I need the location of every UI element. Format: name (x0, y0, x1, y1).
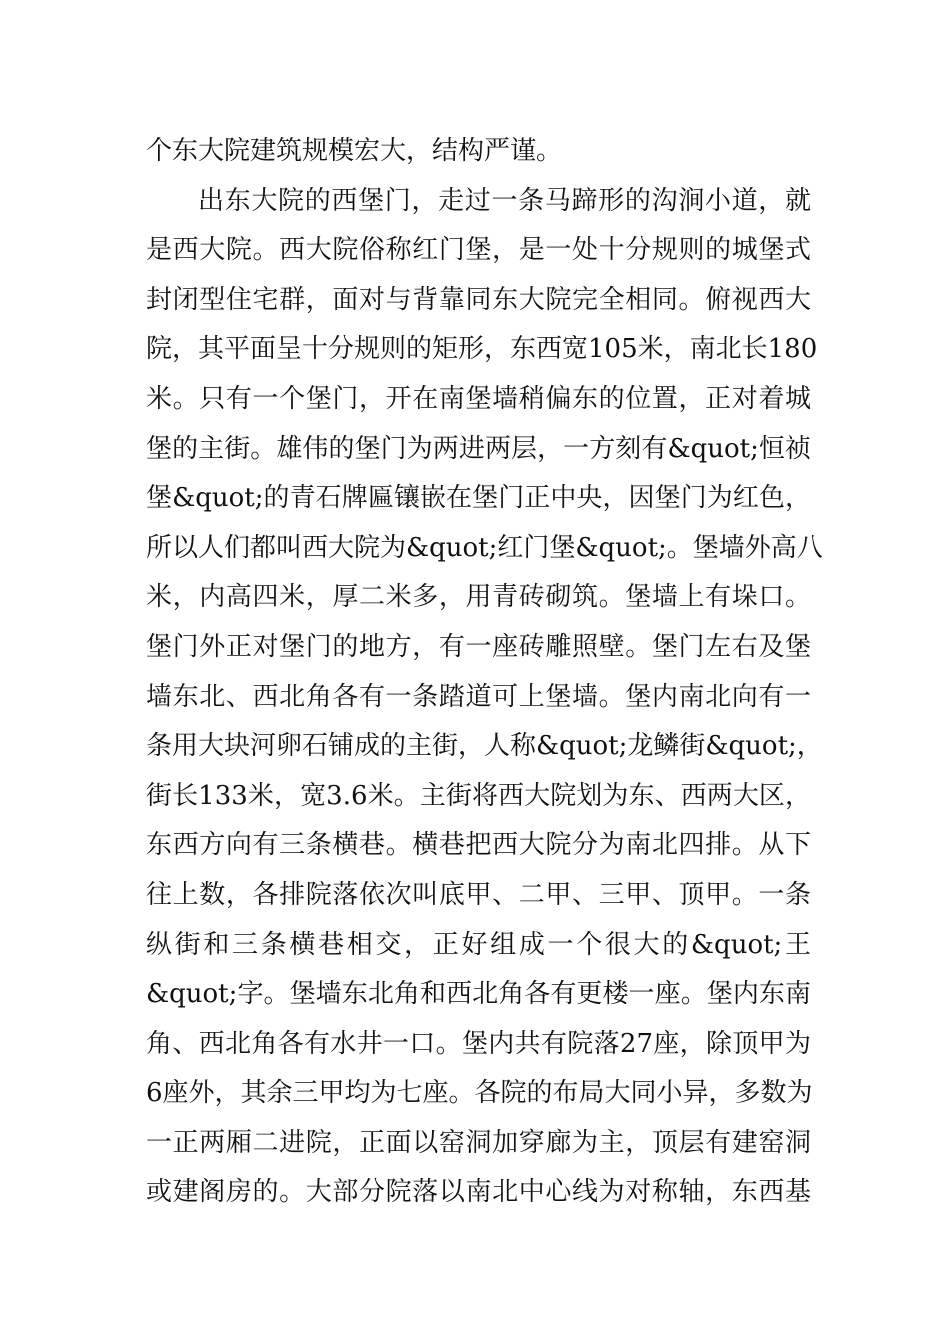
text-line: 出东大院的西堡门，走过一条马蹄形的沟涧小道，就 (198, 185, 811, 216)
text-line: &quot;字。堡墙东北角和西北角各有更楼一座。堡内东南 (146, 979, 811, 1010)
text-line: 条用大块河卵石铺成的主街，人称&quot;龙鳞街&quot;， (146, 731, 823, 762)
text-line: 角、西北角各有水井一口。堡内共有院落27座，除顶甲为 (146, 1028, 811, 1059)
text-line: 一正两厢二进院，正面以窑洞加穿廊为主，顶层有建窑洞 (146, 1127, 811, 1158)
text-line: 米。只有一个堡门，开在南堡墙稍偏东的位置，正对着城 (146, 383, 811, 414)
text-line: 封闭型住宅群，面对与背靠同东大院完全相同。俯视西大 (146, 284, 811, 315)
text-line: 往上数，各排院落依次叫底甲、二甲、三甲、顶甲。一条 (146, 879, 811, 910)
text-line: 纵街和三条横巷相交，正好组成一个很大的&quot;王 (146, 929, 811, 960)
text-line: 是西大院。西大院俗称红门堡，是一处十分规则的城堡式 (146, 235, 811, 266)
text-line: 堡门外正对堡门的地方，有一座砖雕照壁。堡门左右及堡 (146, 631, 811, 662)
body-text (146, 127, 823, 1218)
text-line: 所以人们都叫西大院为&quot;红门堡&quot;。堡墙外高八 (146, 532, 823, 563)
text-line: 墙东北、西北角各有一条踏道可上堡墙。堡内南北向有一 (146, 681, 811, 712)
text-line: 堡的主街。雄伟的堡门为两进两层，一方刻有&quot;恒祯 (146, 433, 811, 464)
text-line: 米，内高四米，厚二米多，用青砖砌筑。堡墙上有垛口。 (146, 582, 811, 613)
text-line: 东西方向有三条横巷。横巷把西大院分为南北四排。从下 (146, 830, 811, 861)
text-line: 街长133米，宽3.6米。主街将西大院划为东、西两大区， (146, 780, 811, 811)
text-line: 6座外，其余三甲均为七座。各院的布局大同小异，多数为 (146, 1078, 813, 1109)
text-line: 堡&quot;的青石牌匾镶嵌在堡门正中央，因堡门为红色， (146, 483, 811, 514)
text-line: 或建阁房的。大部分院落以南北中心线为对称轴，东西基 (146, 1177, 811, 1208)
text-line: 院，其平面呈十分规则的矩形，东西宽105米，南北长180 (146, 334, 818, 365)
text-line: 个东大院建筑规模宏大，结构严谨。 (146, 136, 563, 166)
